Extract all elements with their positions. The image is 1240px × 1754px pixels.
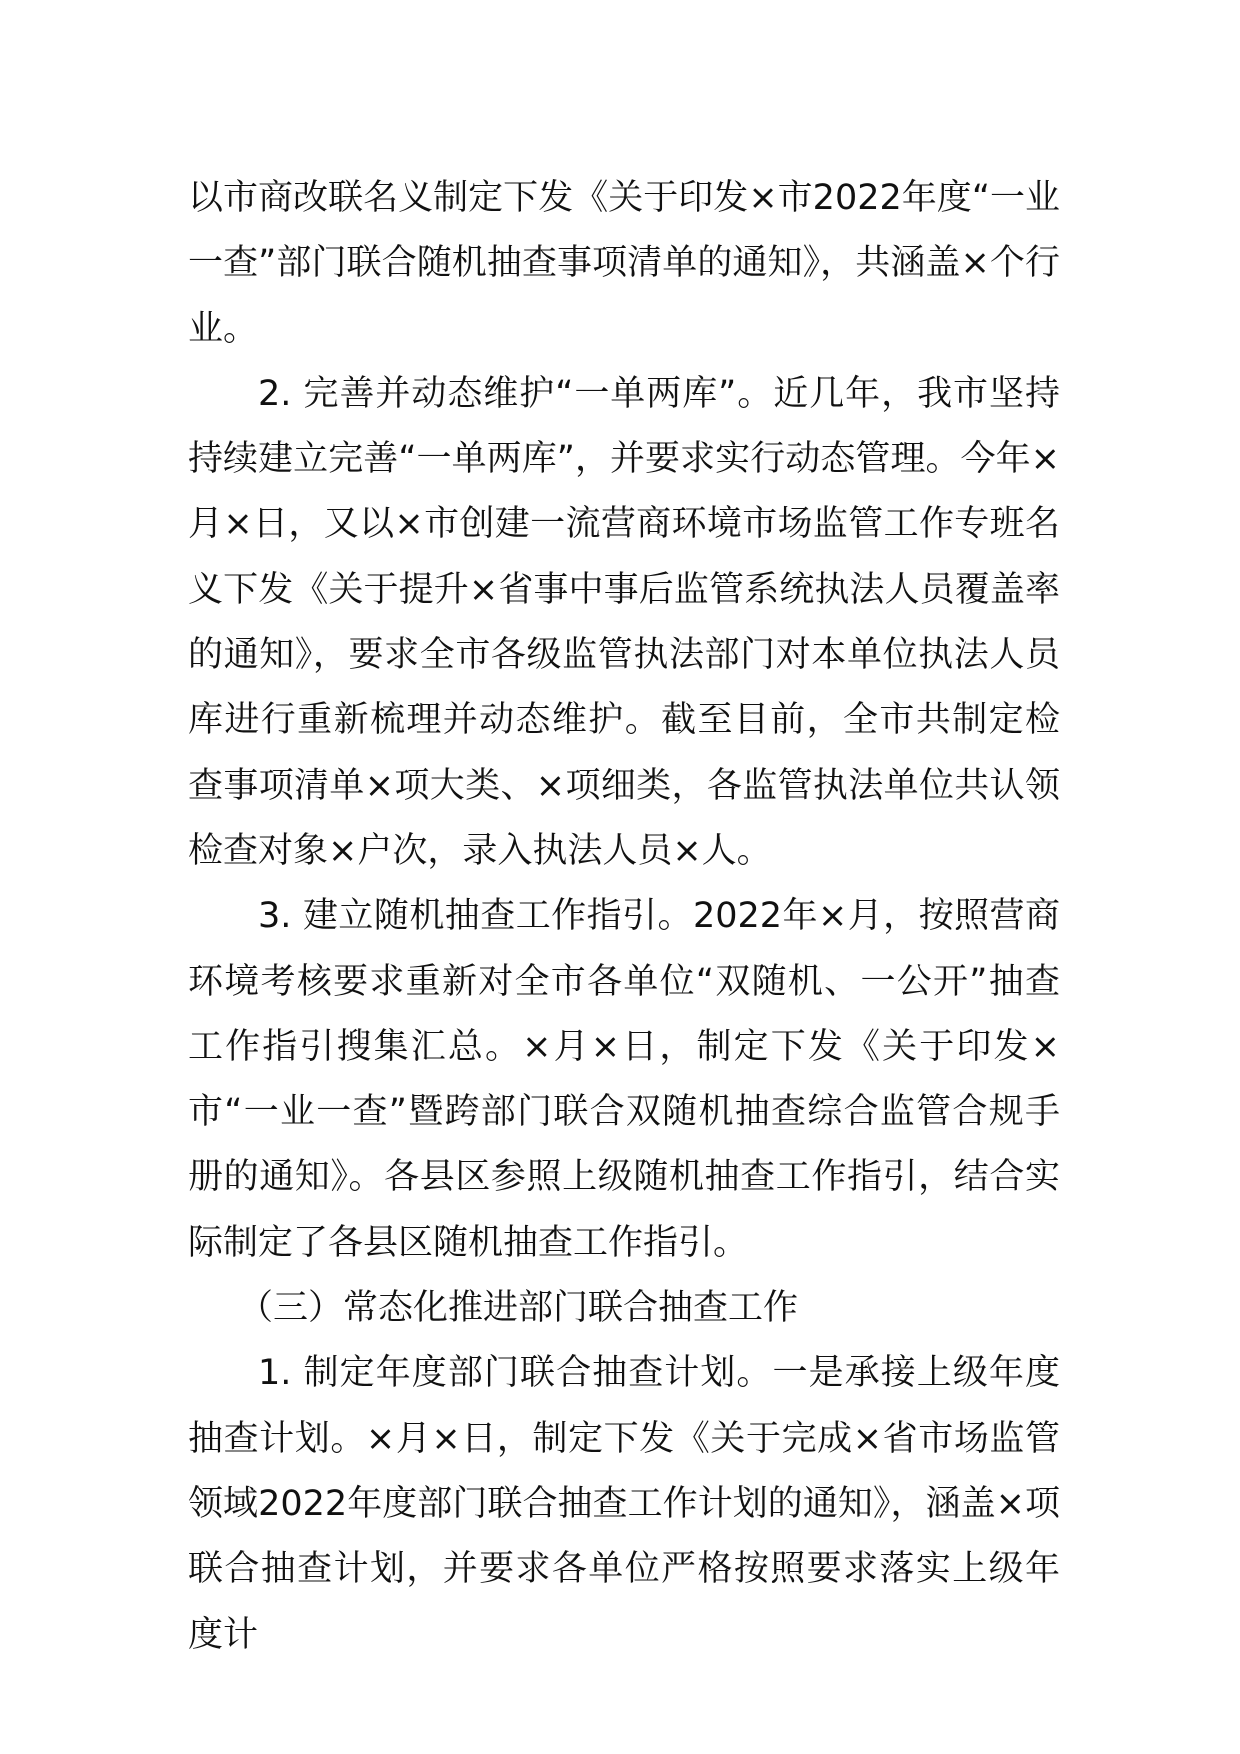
paragraph-one-list-two-libraries: 2. 完善并动态维护“一单两库”。近几年，我市坚持持续建立完善“一单两库”，并要求实行动态管理。今年×月×日，又以×市创建一流营商环境市场监管工作专班名义下发《关于提升×省事中事后监管系统执法人员覆盖率的通知》，要求全市各级监管执法部门对本单位执法人员库进行重新梳理并动态维护。截至目前，全市共制定检查事项清单×项大类、×项细类，各监管执法单位共认领检查对象×户次，录入执法人员×人。 xyxy=(188,373,1060,871)
section-heading: （三）常态化推进部门联合抽查工作 xyxy=(238,1288,799,1329)
paragraph-random-inspection-guide: 3. 建立随机抽查工作指引。2022年×月，按照营商环境考核要求重新对全市各单位“双随机、一公开”抽查工作指引搜集汇总。×月×日，制定下发《关于印发×市“一业一查”暨跨部门联合双随机抽查综合监管合规手册的通知》。各县区参照上级随机抽查工作指引，结合实际制定了各县区随机抽查工作指引。 xyxy=(188,896,1060,1263)
paragraph-annual-plan: 1. 制定年度部门联合抽查计划。一是承接上级年度抽查计划。×月×日，制定下发《关于完成×省市场监管领域2022年度部门联合抽查工作计划的通知》，涵盖×项联合抽查计划，并要求各单位严格按照要求落实上级年度计 xyxy=(188,1353,1060,1655)
document-body xyxy=(188,166,1060,1668)
paragraph-continuation: 以市商改联名义制定下发《关于印发×市2022年度“一业一查”部门联合随机抽查事项清单的通知》，共涵盖×个行业。 xyxy=(188,178,1060,349)
